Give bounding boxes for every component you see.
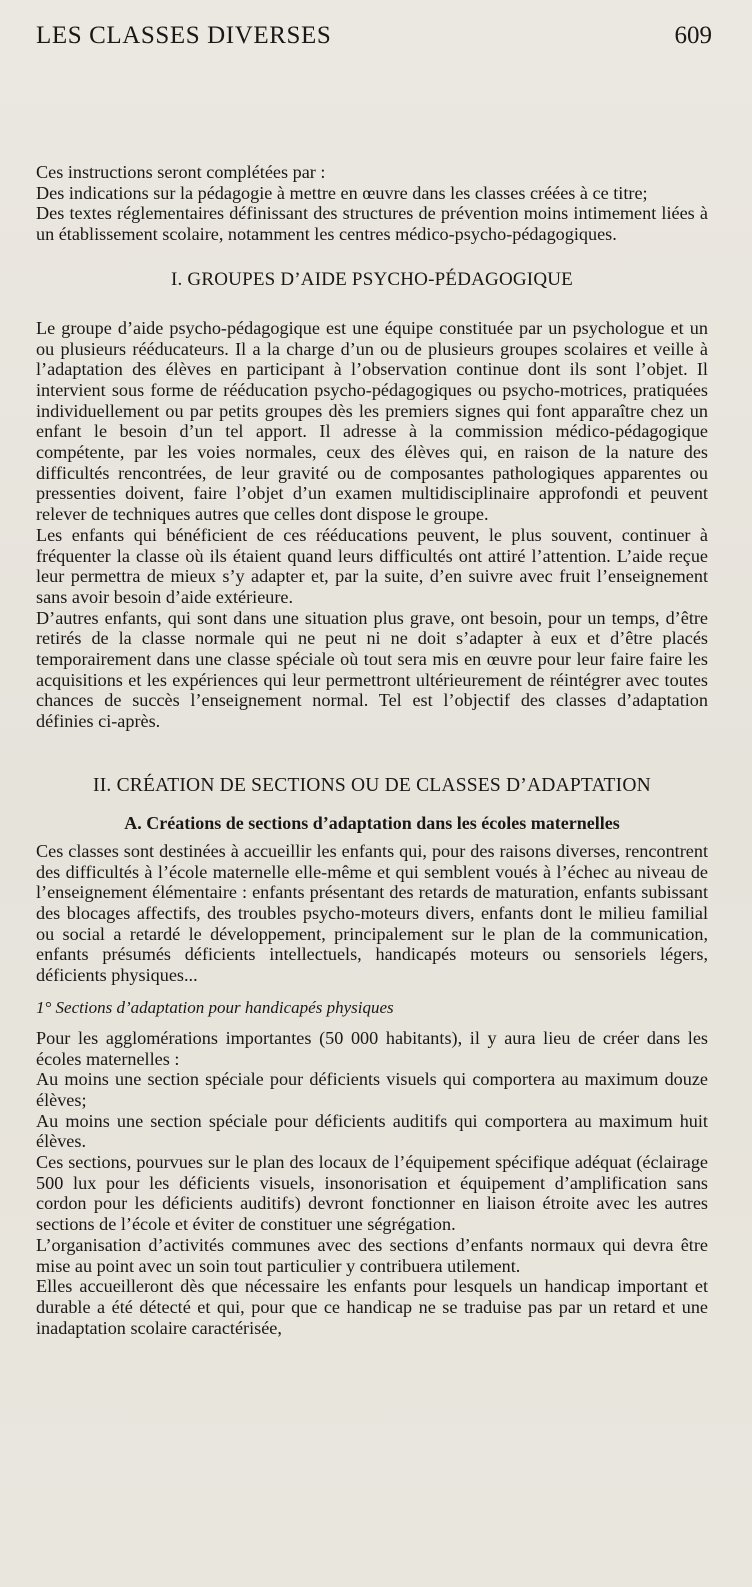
section-2-title: II. CRÉATION DE SECTIONS OU DE CLASSES D’ADAPTATION (93, 774, 651, 796)
item-1-paragraph-6: Elles accueilleront dès que nécessaire les enfants pour lesquels un handicap important et durable a été détecté et qui, pour que ce handicap ne se traduise pas par un retard et une inadaptation scolaire caractérisée, (36, 1276, 708, 1338)
item-1-paragraph-3: Au moins une section spéciale pour déficients auditifs qui comportera au maximum huit élèves. (36, 1110, 708, 1152)
running-header (36, 22, 712, 58)
subsection-a-paragraph: Ces classes sont destinées à accueillir les enfants qui, pour des raisons diverses, rencontrent des difficultés à l’école maternelle elle-même et qui semblent voués à l’échec au niveau de l’enseignement élémentaire : enfants présentant des retards de maturation, enfants subissant des blocages affectifs, des troubles psycho-moteurs divers, enfants dont le milieu familial ou social a retardé le développement, principalement sur le plan de la communication, enfants présumés déficients intellectuels, handicapés moteurs ou sensoriels légers, déficients physiques... (36, 840, 708, 986)
item-1-paragraph-2: Au moins une section spéciale pour déficients visuels qui comportera au maximum douze élèves; (36, 1069, 708, 1110)
section-1-paragraph-2: Les enfants qui bénéficient de ces rééducations peuvent, le plus souvent, continuer à fréquenter la classe où ils étaient quand leurs difficultés ont attiré l’attention. L’aide reçue leur permettra de mieux s’y adapter et, par la suite, d’en suivre avec fruit l’enseignement sans avoir besoin d’aide extérieure. (36, 524, 708, 607)
item-1-paragraph-5: L’organisation d’activités communes avec des sections d’enfants normaux qui devra être mise au point avec un soin tout particulier y contribuera utilement. (36, 1234, 708, 1276)
section-1-title: I. GROUPES D’AIDE PSYCHO-PÉDAGOGIQUE (171, 268, 573, 290)
item-1-paragraph-4: Ces sections, pourvues sur le plan des locaux de l’équipement spécifique adéquat (éclairage 500 lux pour les déficients visuels, insonorisation et équipement d’amplification sans cordon pour les déficients auditifs) devront fonctionner en liaison étroite avec les autres sections de l’école et éviter de constituer une ségrégation. (36, 1152, 708, 1235)
section-1-paragraph-3: D’autres enfants, qui sont dans une situation plus grave, ont besoin, pour un temps, d’être retirés de la classe normale qui ne peut ni ne doit s’adapter à eux et d’être placés temporairement dans une classe spéciale où tout sera mis en œuvre pour leur faire faire les acquisitions et les expériences qui leur permettront ultérieurement de réintégrer avec toutes chances de succès l’enseignement normal. Tel est l’objectif des classes d’adaptation définies ci-après. (36, 607, 708, 732)
page-body (36, 162, 708, 1338)
item-1-title: 1° Sections d’adaptation pour handicapés physiques (36, 997, 394, 1017)
item-1-paragraph-1: Pour les agglomérations importantes (50 000 habitants), il y aura lieu de créer dans les écoles maternelles : (36, 1027, 708, 1069)
page-number: 609 (674, 22, 712, 49)
subsection-a-title: A. Créations de sections d’adaptation dans les écoles maternelles (124, 812, 620, 833)
running-title: LES CLASSES DIVERSES (36, 22, 332, 49)
section-1-paragraph-1: Le groupe d’aide psycho-pédagogique est une équipe constituée par un psychologue et un ou plusieurs rééducateurs. Il a la charge d’un ou de plusieurs groupes scolaires et veille à l’adaptation des élèves en participant à l’observation continue dont ils sont l’objet. Il intervient sous forme de rééducation psycho-pédagogiques ou psycho-motrices, pratiquées individuellement ou par petits groupes dès les premiers signes qui font apparaître chez un enfant le besoin d’un tel apport. Il adresse à la commission médico-pédagogique compétente, par les voies normales, ceux des élèves qui, en raison de la nature des difficultés rencontrées, de leur gravité ou de composantes pathologiques apparentes ou pressenties doivent, faire l’objet d’un examen multidisciplinaire approfondi et peuvent relever de techniques autres que celles dont dispose le groupe. (36, 317, 708, 525)
intro-paragraph: Ces instructions seront complétées par : Des indications sur la pédagogie à mettre en œuvre dans les classes créées à ce titre; Des textes réglementaires définissant des structures de prévention moins intimement liées à un établissement scolaire, notamment les centres médico-psycho-pédagogiques. (36, 162, 708, 245)
